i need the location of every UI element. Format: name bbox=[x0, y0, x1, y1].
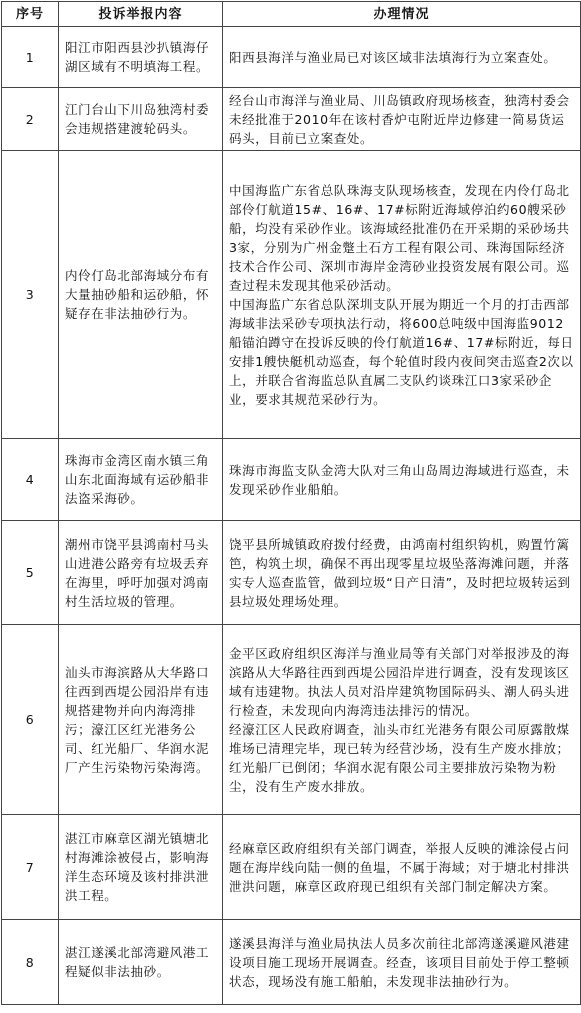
complaint-cell: 湛江市麻章区湖光镇塘北村海滩涂被侵占，影响海洋生态环境及该村排洪泄洪工程。 bbox=[59, 815, 223, 920]
table-row bbox=[2, 27, 581, 88]
row-number: 1 bbox=[2, 27, 59, 88]
result-paragraph: 饶平县所城镇政府拨付经费，由鸿南村组织钩机，购置竹篱笆，构筑土坝，确保不再出现零星垃圾坠落海滩问题，并落实专人巡查监管，做到垃圾“日产日清”，及时把垃圾转运到县垃圾处理场处理。 bbox=[229, 536, 571, 609]
row-number: 6 bbox=[2, 625, 59, 815]
complaint-cell: 阳江市阳西县沙扒镇海仔湖区域有不明填海工程。 bbox=[59, 27, 223, 88]
complaint-cell: 江门台山下川岛独湾村委会违规搭建渡轮码头。 bbox=[59, 88, 223, 151]
result-cell bbox=[223, 625, 581, 815]
row-number: 5 bbox=[2, 521, 59, 625]
table-row bbox=[2, 439, 581, 521]
row-number: 3 bbox=[2, 151, 59, 439]
table-row bbox=[2, 625, 581, 815]
complaint-cell: 珠海市金湾区南水镇三角山东北面海域有运砂船非法盗采海砂。 bbox=[59, 439, 223, 521]
result-cell bbox=[223, 815, 581, 920]
row-number: 8 bbox=[2, 920, 59, 1005]
result-paragraph: 中国海监广东省总队珠海支队现场核查，发现在内伶仃岛北部伶仃航道15#、16#、17#标附近海域停泊约60艘采砂船，均没有采砂作业。该海域经批准仍在开采期的采砂场共3家，分别为广州金蹩土石方工程有限公司、珠海国际经济技术合作公司、深圳市海岸金湾砂业投资发展有限公司。巡查过程未发现其他采砂活动。 bbox=[229, 182, 570, 293]
result-paragraph: 经濠江区人民政府调查，汕头市红光港务有限公司原露散煤堆场已清理完毕，现已转为经营沙场，没有生产废水排放；红光船厂已倒闭；华润水泥有限公司主要排放污染物为粉尘，没有生产废水排放。 bbox=[229, 721, 570, 794]
table-header-row bbox=[2, 2, 581, 27]
header-num: 序号 bbox=[2, 2, 59, 27]
result-paragraph: 经麻章区政府组织有关部门调查，举报人反映的滩涂侵占问题在海岸线向陆一侧的鱼塭，不属于海域；对于塘北村排洪泄洪问题，麻章区政府现已组织有关部门制定解决方案。 bbox=[229, 840, 570, 894]
result-cell bbox=[223, 151, 581, 439]
complaint-cell: 湛江遂溪北部湾避风港工程疑似非法抽砂。 bbox=[59, 920, 223, 1005]
row-number: 2 bbox=[2, 88, 59, 151]
result-paragraph: 遂溪县海洋与渔业局执法人员多次前往北部湾遂溪避风港建设项目施工现场开展调查。经查，该项目目前处于停工整顿状态，现场没有施工船舶，未发现非法抽砂行为。 bbox=[229, 935, 570, 989]
result-cell bbox=[223, 88, 581, 151]
result-paragraph: 金平区政府组织区海洋与渔业局等有关部门对举报涉及的海滨路从大华路往西到西堤公园沿岸进行调查，没有发现该区域有违建物。执法人员对沿岸建筑物国际码头、潮人码头进行检查，未发现向内海湾违法排污的情况。 bbox=[229, 645, 570, 718]
complaint-table bbox=[1, 1, 581, 1005]
complaint-cell: 汕头市海滨路从大华路口往西到西堤公园沿岸有违规搭建物并向内海湾排污；濠江区红光港务公司、红光船厂、华润水泥厂产生污染物污染海湾。 bbox=[59, 625, 223, 815]
table-row bbox=[2, 815, 581, 920]
complaint-cell: 潮州市饶平县鸿南村马头山进港公路旁有垃圾丢弃在海里，呼吁加强对鸿南村生活垃圾的管理。 bbox=[59, 521, 223, 625]
result-paragraph: 中国海监广东省总队深圳支队开展为期近一个月的打击西部海域非法采砂专项执法行动，将600总吨级中国海监9012船锚泊蹲守在投诉反映的伶仃航道16#、17#标附近，每日安排1艘快艇机动巡查，每个轮值时段内夜间突击巡查2次以上，并联合省海监总队直属二支队约谈珠江口3家采砂企业，要求其规范采砂行为。 bbox=[229, 296, 574, 407]
result-paragraph: 经台山市海洋与渔业局、川岛镇政府现场核查，独湾村委会未经批准于2010年在该村香炉屯附近岸边修建一简易货运码头，目前已立案查处。 bbox=[229, 92, 570, 146]
header-result: 办理情况 bbox=[223, 2, 581, 27]
result-cell bbox=[223, 521, 581, 625]
table-row bbox=[2, 521, 581, 625]
result-cell bbox=[223, 439, 581, 521]
table-row bbox=[2, 151, 581, 439]
complaint-cell: 内伶仃岛北部海域分布有大量抽砂船和运砂船，怀疑存在非法抽砂行为。 bbox=[59, 151, 223, 439]
row-number: 4 bbox=[2, 439, 59, 521]
table-row bbox=[2, 88, 581, 151]
result-cell bbox=[223, 27, 581, 88]
header-complaint: 投诉举报内容 bbox=[59, 2, 223, 27]
result-paragraph: 珠海市海监支队金湾大队对三角山岛周边海域进行巡查，未发现采砂作业船舶。 bbox=[229, 462, 570, 497]
result-paragraph: 阳西县海洋与渔业局已对该区域非法填海行为立案查处。 bbox=[229, 49, 557, 65]
row-number: 7 bbox=[2, 815, 59, 920]
table-row bbox=[2, 920, 581, 1005]
result-cell bbox=[223, 920, 581, 1005]
